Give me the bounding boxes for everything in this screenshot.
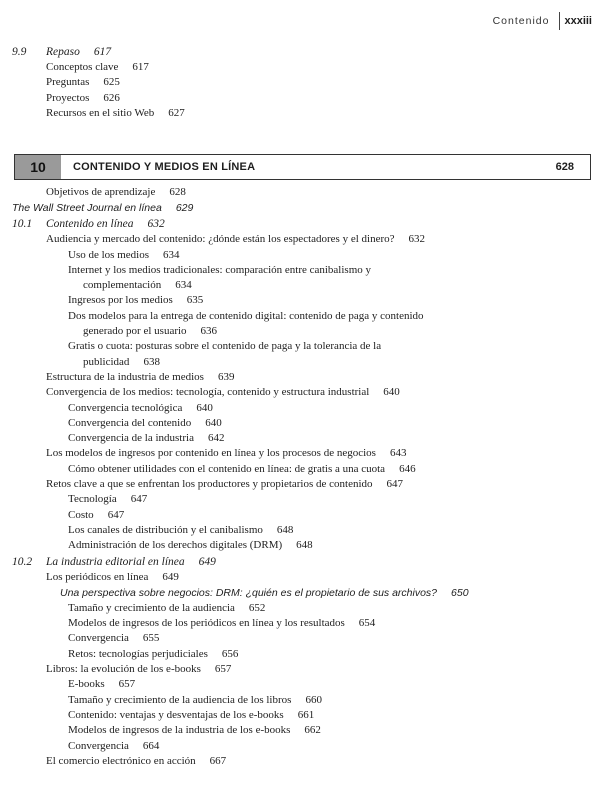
- running-header: [493, 12, 592, 30]
- toc-entry: Retos clave a que se enfrentan los productores y propietarios de contenido 647: [46, 478, 404, 491]
- toc-subentry: Tamaño y crecimiento de la audiencia 652: [68, 601, 266, 614]
- toc-subentry: Ingresos por los medios 635: [68, 294, 204, 307]
- toc-subentry: Convergencia de la industria 642: [68, 432, 225, 445]
- case-heading: The Wall Street Journal en línea 629: [12, 202, 194, 215]
- toc-entry: Libros: la evolución de los e-books 657: [46, 663, 232, 676]
- toc-subentry: Costo 647: [68, 508, 125, 521]
- section-heading: 10.1 Contenido en línea 632: [12, 218, 165, 231]
- header-section: Contenido: [492, 15, 550, 27]
- toc-entry: Los periódicos en línea 649: [46, 570, 179, 583]
- box-heading: Una perspectiva sobre negocios: DRM: ¿quién es el propietario de sus archivos? 650: [60, 586, 469, 599]
- toc-subentry: Retos: tecnologías perjudiciales 656: [68, 647, 239, 660]
- toc-chapter-block: [0, 185, 600, 769]
- toc-subentry: Administración de los derechos digitales (DRM) 648: [68, 539, 313, 552]
- toc-subentry: Convergencia del contenido 640: [68, 416, 222, 429]
- toc-subentry: Modelos de ingresos de los periódicos en línea y los resultados 654: [68, 617, 376, 630]
- chapter-title: CONTENIDO Y MEDIOS EN LÍNEA: [73, 161, 256, 173]
- toc-subentry: Modelos de ingresos de la industria de los e-books 662: [68, 724, 321, 737]
- toc-subentry: Gratis o cuota: posturas sobre el contenido de paga y la tolerancia de la publicidad 638: [68, 340, 382, 368]
- toc-entry: El comercio electrónico en acción 667: [46, 754, 227, 767]
- toc-entry: Estructura de la industria de medios 639: [46, 370, 235, 383]
- toc-subentry: Dos modelos para la entrega de contenido digital: contenido de paga y contenido generado por el usuario 636: [68, 309, 424, 338]
- toc-entry: Preguntas 625: [46, 76, 120, 89]
- section-heading: 9.9 Repaso 617: [12, 46, 112, 58]
- toc-entry: Objetivos de aprendizaje 628: [46, 186, 186, 198]
- toc-subentry: Convergencia 664: [68, 739, 160, 752]
- toc-entry: Conceptos clave 617: [46, 61, 149, 73]
- toc-top-block: [0, 44, 600, 121]
- toc-subentry: Internet y los medios tradicionales: comparación entre canibalismo y complementación 634: [68, 263, 372, 292]
- section-heading: 10.2 La industria editorial en línea 649: [12, 555, 216, 568]
- toc-entry: Proyectos 626: [46, 91, 120, 104]
- toc-subentry: Los canales de distribución y el canibalismo 648: [68, 523, 294, 536]
- toc-subentry: E-books 657: [68, 678, 136, 691]
- toc-subentry: Contenido: ventajas y desventajas de los e-books 661: [68, 708, 315, 721]
- header-page-number: xxxiii: [559, 12, 592, 30]
- toc-subentry: Tamaño y crecimiento de la audiencia de los libros 660: [68, 693, 322, 706]
- toc-entry: Convergencia de los medios: tecnología, contenido y estructura industrial 640: [46, 386, 400, 399]
- chapter-page: 628: [555, 161, 574, 173]
- toc-subentry: Tecnología 647: [68, 493, 148, 506]
- toc-subentry: Convergencia tecnológica 640: [68, 401, 213, 414]
- toc-entry: Recursos en el sitio Web 627: [46, 106, 185, 119]
- toc-entry: Audiencia y mercado del contenido: ¿dónde están los espectadores y el dinero? 632: [46, 233, 426, 246]
- toc-subentry: Cómo obtener utilidades con el contenido en línea: de gratis a una cuota 646: [68, 462, 416, 475]
- toc-subentry: Convergencia 655: [68, 632, 160, 645]
- toc-entry: Los modelos de ingresos por contenido en línea y los procesos de negocios 643: [46, 447, 407, 460]
- chapter-number: 10: [15, 155, 61, 179]
- toc-subentry: Uso de los medios 634: [68, 248, 180, 261]
- chapter-banner: [14, 154, 591, 180]
